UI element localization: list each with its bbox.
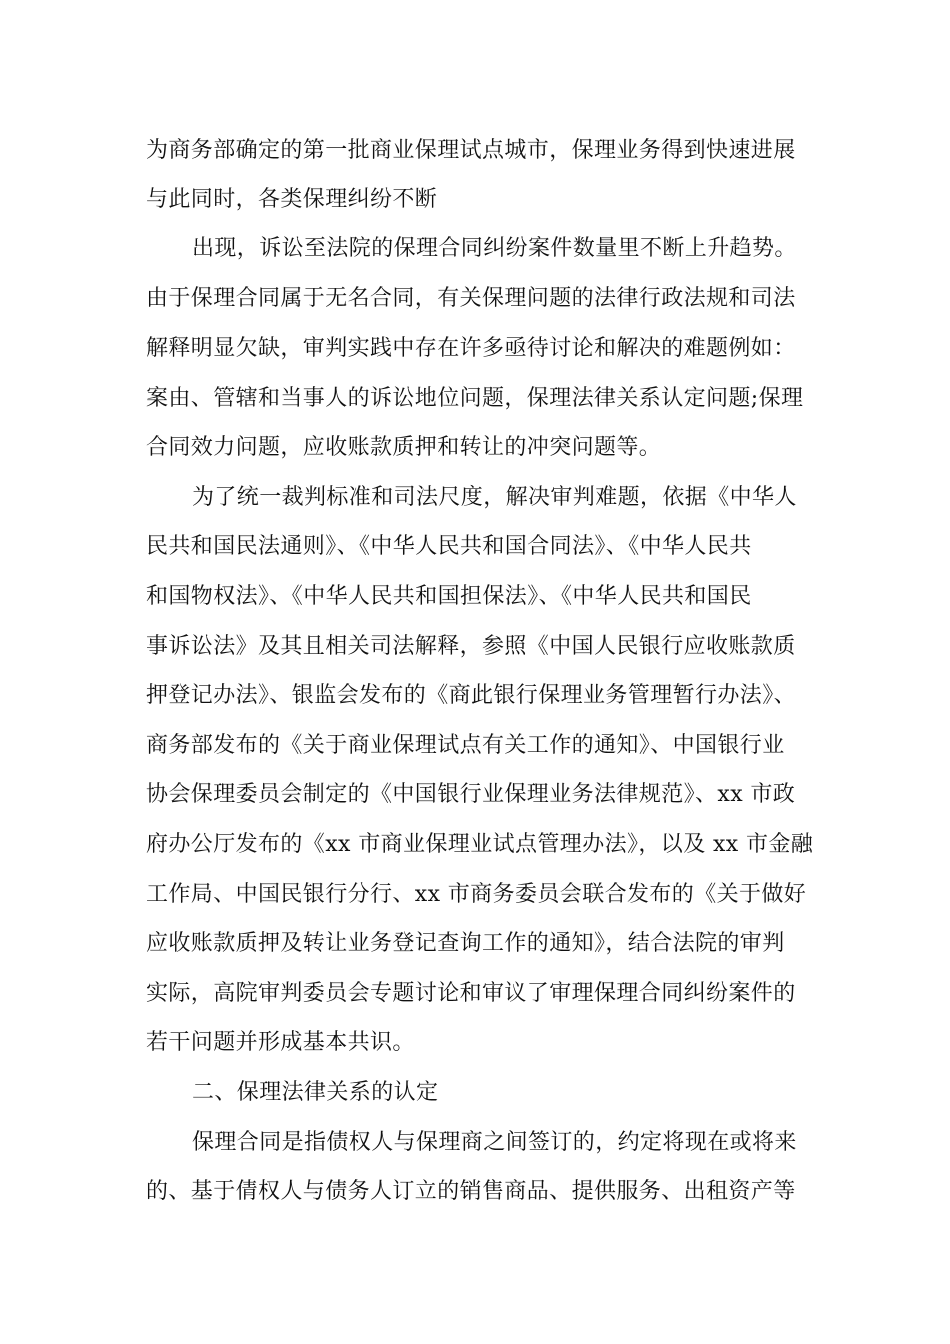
text-line: 协会保理委员会制定的《中国银行业保理业务法律规范》、xx 市政 [146, 782, 796, 807]
text-line: 案由、管辖和当事人的诉讼地位问题，保理法律关系认定问题;保理 [146, 386, 804, 411]
text-line: 合同效力问题，应收账款质押和转让的冲突问题等。 [146, 435, 662, 460]
text-line: 若干问题并形成基本共识。 [146, 1030, 415, 1055]
text-line: 解释明显欠缺，审判实践中存在许多亟待讨论和解决的难题例如： [146, 336, 796, 361]
text-line: 商务部发布的《关于商业保理试点有关工作的通知》、中国银行业 [146, 733, 785, 758]
text-line: 押登记办法》、银监会发布的《商此银行保理业务管理暂行办法》、 [146, 683, 797, 708]
text-line: 与此同时，各类保理纠纷不断 [146, 187, 438, 212]
text-line: 由于保理合同属于无名合同，有关保理问题的法律行政法规和司法 [146, 286, 796, 311]
text-line: 和国物权法》、《中华人民共和国担保法》、《中华人民共和国民 [146, 584, 752, 609]
text-line: 应收账款质押及转让业务登记查询工作的通知》，结合法院的审判 [146, 931, 785, 956]
text-line: 的、基于倩权人与债务人订立的销售商品、提供服务、出租资产等 [146, 1179, 796, 1204]
text-line: 为商务部确定的第一批商业保理试点城市，保理业务得到快速进展 [146, 138, 796, 163]
text-line: 民共和国民法通则》、《中华人民共和国合同法》、《中华人民共 [146, 534, 752, 559]
text-line: 实际，高院审判委员会专题讨论和审议了审理保理合同纠纷案件的 [146, 981, 796, 1006]
text-line: 工作局、中国民银行分行、xx 市商务委员会联合发布的《关于做好 [146, 882, 807, 907]
text-line: 府办公厅发布的《xx 市商业保理业试点管理办法》，以及 xx 市金融 [146, 832, 814, 857]
section-heading: 二、保理法律关系的认定 [192, 1080, 439, 1105]
paragraph-first-line: 保理合同是指债权人与保理商之间签订的，约定将现在或将来 [192, 1130, 797, 1155]
paragraph-first-line: 出现，诉讼至法院的保理合同纠纷案件数量里不断上升趋势。 [192, 236, 797, 261]
text-line: 事诉讼法》及其且相关司法解释，参照《中国人民银行应收账款质 [146, 634, 796, 659]
paragraph-first-line: 为了统一裁判标准和司法尺度，解决审判难题，依据《中华人 [192, 485, 797, 510]
